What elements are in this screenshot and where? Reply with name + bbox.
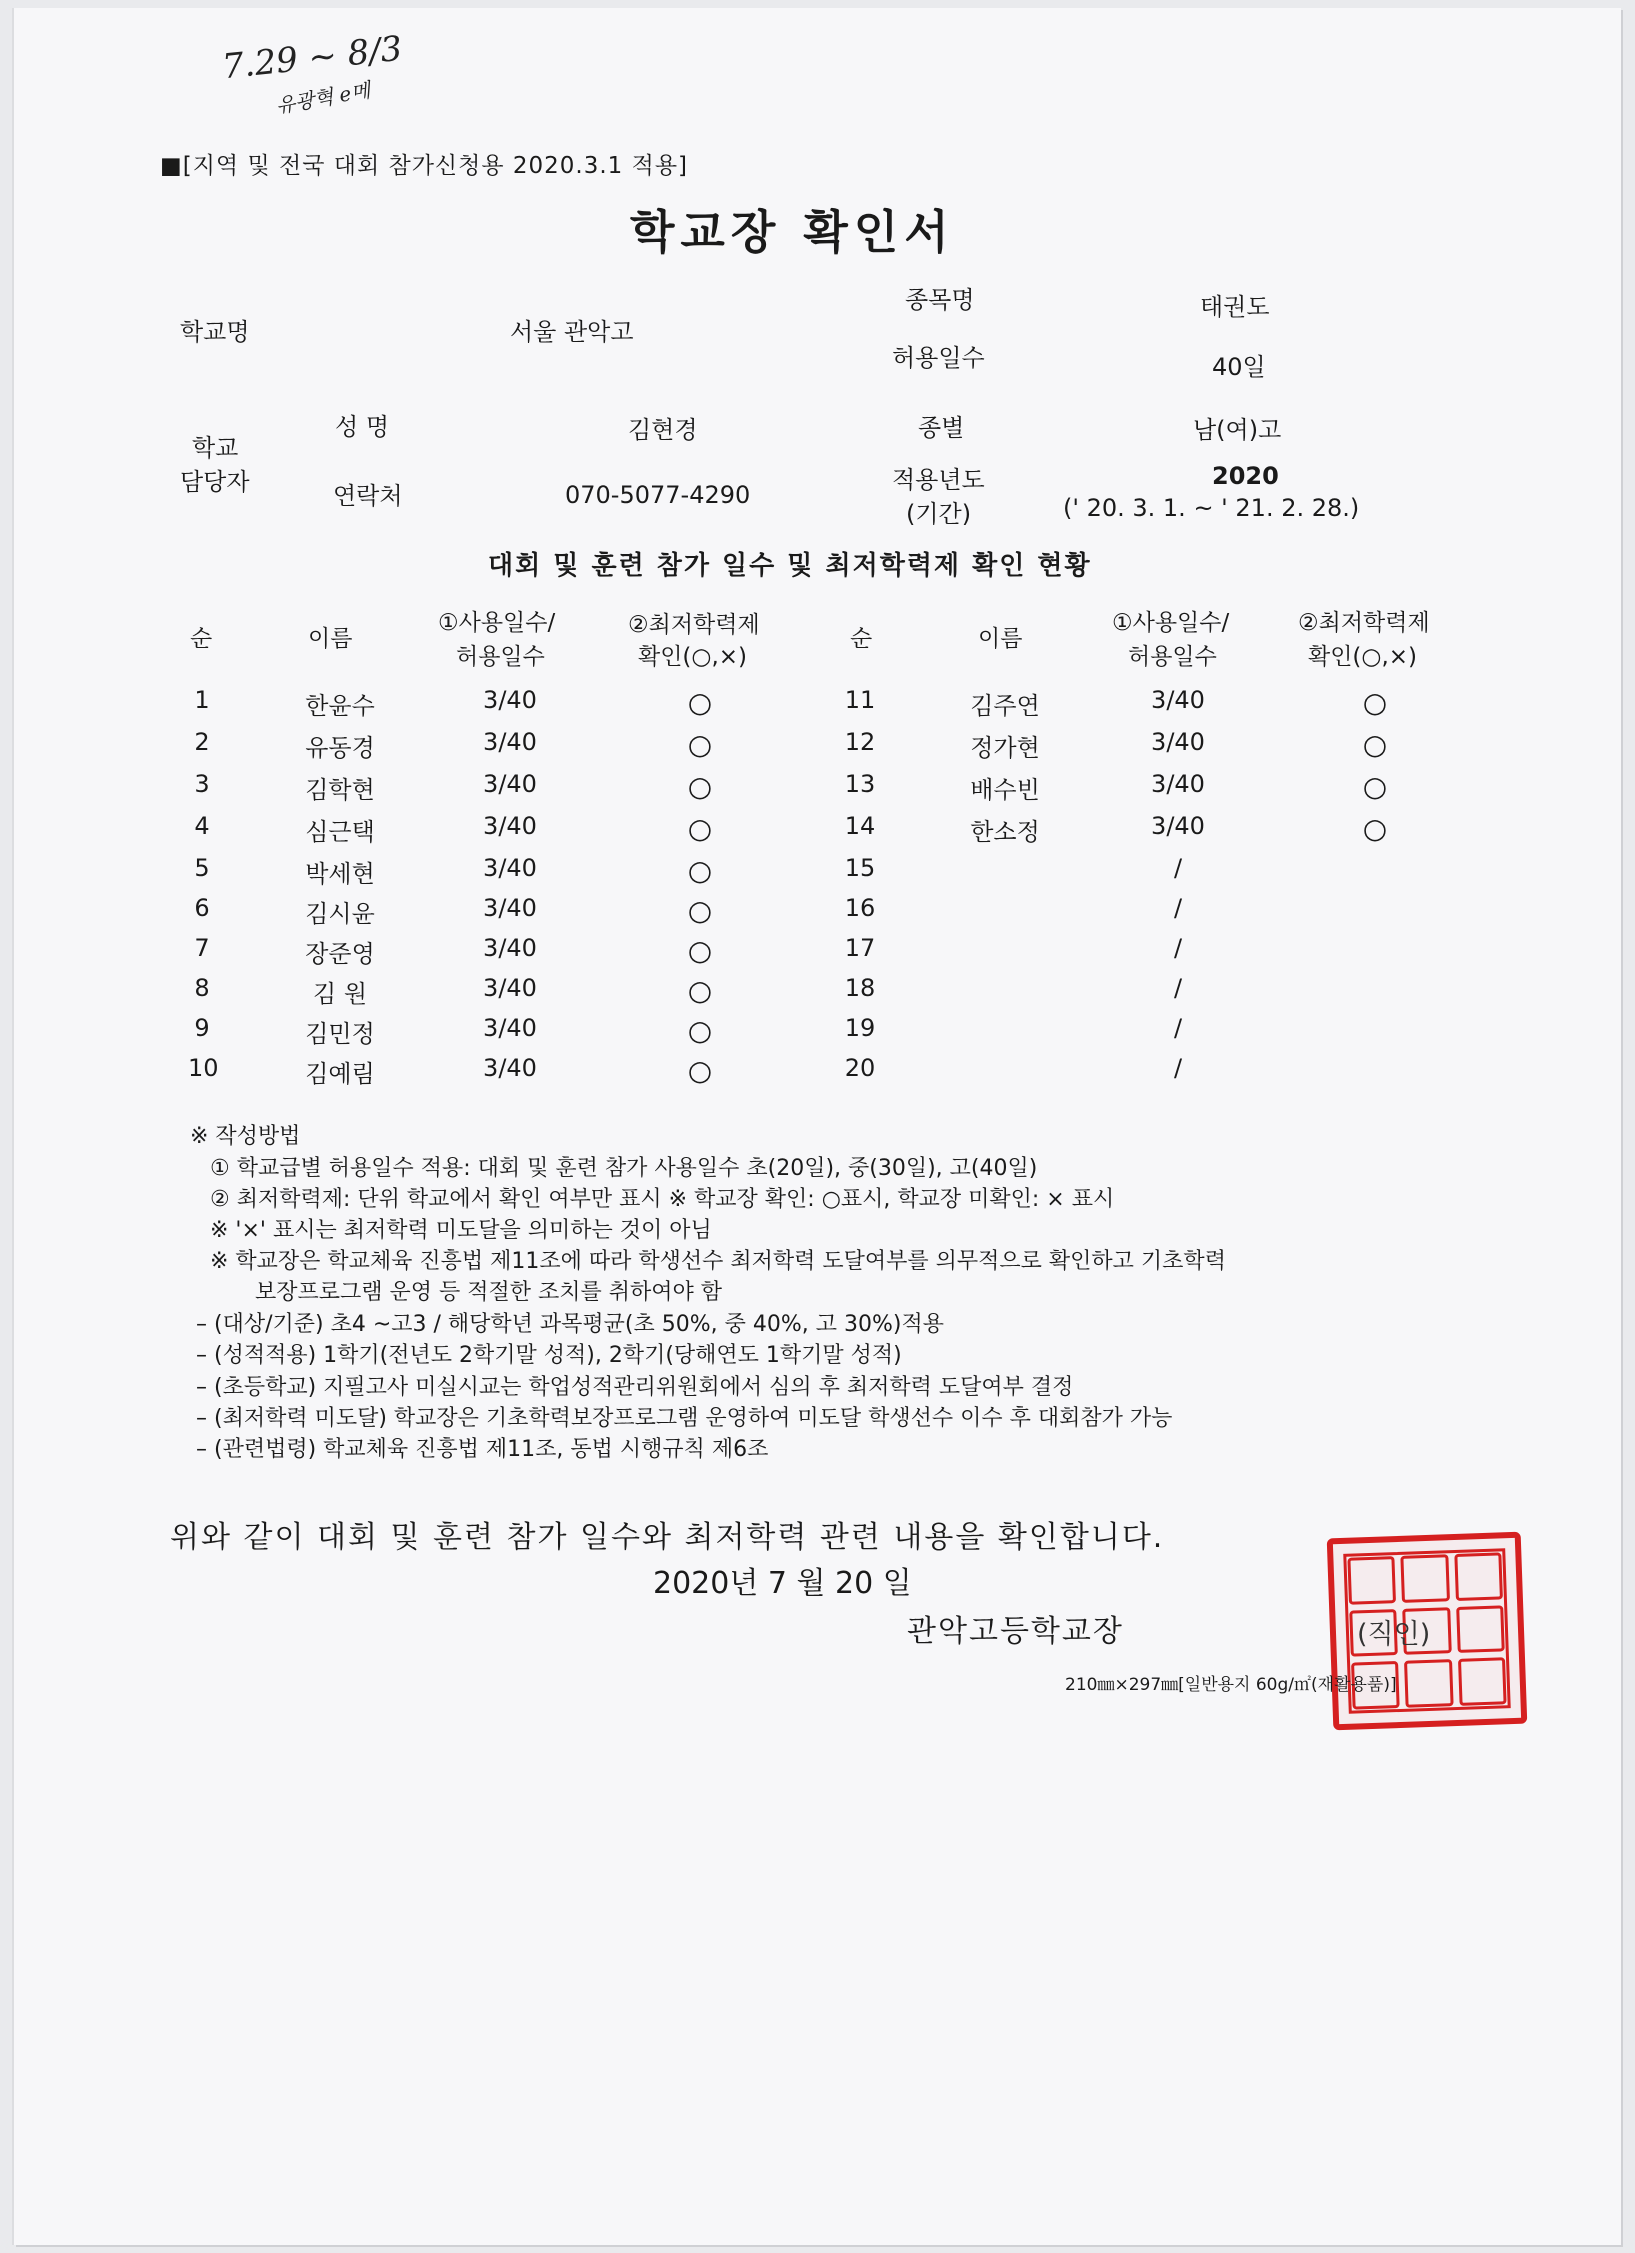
row-days: / [1173,894,1183,922]
handwritten-dates: 7.29 ~ 8/3 [220,28,405,88]
row-name: 김민정 [305,1020,375,1048]
contact-value: 070-5077-4290 [565,481,751,509]
contact-label: 연락처 [333,482,403,510]
row-no: 13 [844,770,876,798]
row-check: ○ [687,728,713,761]
row-days: / [1173,974,1183,1002]
row-no: 9 [194,1014,210,1042]
header-name-right: 이름 [978,626,1023,652]
row-no: 4 [194,812,210,840]
row-days: / [1173,1054,1183,1082]
row-days: 3/40 [1151,812,1205,840]
row-days: 3/40 [483,812,537,840]
row-check: ○ [687,686,713,719]
manager-label-line1: 학교 [192,434,239,462]
allowed-days-label: 허용일수 [892,344,985,372]
row-days: 3/40 [483,894,537,922]
row-no: 17 [844,934,876,962]
manager-label-line2: 담당자 [180,468,250,496]
row-name: 김예림 [305,1060,375,1088]
row-name: 한소정 [970,818,1040,846]
confirmation-statement: 위와 같이 대회 및 훈련 참가 일수와 최저학력 관련 내용을 확인합니다. [170,1520,1165,1555]
row-check: ○ [687,812,713,845]
row-days: / [1173,854,1183,882]
row-no: 15 [844,854,876,882]
header-check-right-line2: 확인(○,×) [1308,644,1418,670]
row-no: 16 [844,894,876,922]
row-days: 3/40 [483,686,537,714]
row-name: 정가현 [970,734,1040,762]
note-principal-duty-cont: 보장프로그램 운영 등 적절한 조치를 취하여야 함 [255,1280,723,1305]
row-name: 배수빈 [970,776,1040,804]
school-name-value: 서울 관악고 [510,318,634,346]
row-days: / [1173,934,1183,962]
header-name-left: 이름 [308,626,353,652]
document-date: 2020년 7 월 20 일 [653,1566,912,1601]
row-days: 3/40 [483,770,537,798]
row-name: 김시윤 [305,900,375,928]
row-name: 유동경 [305,734,375,762]
seal-label: (직인) [1357,1619,1431,1650]
row-no: 18 [844,974,876,1002]
row-name: 한윤수 [305,692,375,720]
sport-value: 태권도 [1200,293,1270,321]
note-target: – (대상/기준) 초4 ~고3 / 해당학년 과목평균(초 50%, 중 40%, 고 30%)적용 [196,1312,944,1337]
header-no-left: 순 [190,626,213,652]
applicable-period-value: (' 20. 3. 1. ~ ' 21. 2. 28.) [1063,494,1360,522]
row-no: 20 [844,1054,876,1082]
header-days-left-line2: 허용일수 [456,644,545,670]
header-check-right-line1: ②최저학력제 [1298,610,1430,636]
sport-label: 종목명 [905,286,975,314]
row-no: 5 [194,854,210,882]
note-allowed-days: ① 학교급별 허용일수 적용: 대회 및 훈련 참가 사용일수 초(20일), 중(30일), 고(40일) [210,1156,1038,1181]
gender-value: 남(여)고 [1193,416,1282,444]
row-check: ○ [687,894,713,927]
row-check: ○ [1362,812,1388,845]
note-not-reached: – (최저학력 미도달) 학교장은 기초학력보장프로그램 운영하여 미도달 학생선수 이수 후 대회참가 가능 [196,1406,1173,1431]
note-elementary: – (초등학교) 지필고사 미실시교는 학업성적관리위원회에서 심의 후 최저학력 도달여부 결정 [196,1375,1074,1400]
note-grade-application: – (성적적용) 1학기(전년도 2학기말 성적), 2학기(당해연도 1학기말 성적) [196,1343,902,1368]
row-days: 3/40 [483,1054,537,1082]
gender-label: 종별 [918,414,965,442]
row-name: 박세현 [305,860,375,888]
row-check: ○ [687,1054,713,1087]
row-name: 장준영 [305,940,375,968]
note-principal-duty: ※ 학교장은 학교체육 진흥법 제11조에 따라 학생선수 최저학력 도달여부를 의무적으로 확인하고 기초학력 [210,1249,1226,1274]
notes-heading: ※ 작성방법 [190,1124,301,1149]
row-days: 3/40 [483,854,537,882]
row-check: ○ [687,1014,713,1047]
row-days: 3/40 [1151,686,1205,714]
row-no: 1 [194,686,210,714]
row-name: 김주연 [970,692,1040,720]
row-no: 7 [194,934,210,962]
document-title: 학교장 확인서 [630,205,955,259]
row-days: 3/40 [483,1014,537,1042]
row-no: 3 [194,770,210,798]
row-days: 3/40 [1151,770,1205,798]
applicable-year-value: 2020 [1212,462,1279,490]
person-name-label: 성 명 [335,413,389,441]
row-name: 김학현 [305,776,375,804]
row-no: 10 [188,1054,219,1082]
row-days: 3/40 [483,728,537,756]
school-name-label: 학교명 [180,318,250,346]
header-days-left-line1: ①사용일수/ [438,610,556,636]
row-check: ○ [687,974,713,1007]
row-check: ○ [1362,770,1388,803]
row-check: ○ [687,934,713,967]
header-days-right-line1: ①사용일수/ [1112,610,1230,636]
header-check-left-line1: ②최저학력제 [628,612,760,638]
row-days: / [1173,1014,1183,1042]
person-name-value: 김현경 [628,416,698,444]
row-name: 김 원 [313,980,367,1008]
period-label-line1: 적용년도 [892,466,985,494]
paper-spec: 210㎜×297㎜[일반용지 60g/㎡(재활용품)] [1065,1675,1397,1695]
header-days-right-line2: 허용일수 [1128,644,1217,670]
row-no: 8 [194,974,210,1002]
row-check: ○ [687,770,713,803]
header-check-left-line2: 확인(○,×) [638,644,748,670]
row-no: 2 [194,728,210,756]
row-days: 3/40 [483,934,537,962]
row-no: 11 [844,686,876,714]
principal-name: 관악고등학교장 [907,1614,1124,1649]
row-check: ○ [1362,686,1388,719]
row-no: 6 [194,894,210,922]
row-no: 12 [844,728,876,756]
row-check: ○ [1362,728,1388,761]
row-days: 3/40 [483,974,537,1002]
row-check: ○ [687,854,713,887]
table-title: 대회 및 훈련 참가 일수 및 최저학력제 확인 현황 [488,551,1092,581]
handwritten-signature: 유광혁 e메 [273,77,373,119]
row-days: 3/40 [1151,728,1205,756]
period-label-line2: (기간) [906,500,972,528]
allowed-days-value: 40일 [1212,353,1266,381]
form-usage-note: ■[지역 및 전국 대회 참가신청용 2020.3.1 적용] [160,153,689,179]
note-min-academic: ② 최저학력제: 단위 학교에서 확인 여부만 표시 ※ 학교장 확인: ○표시, 학교장 미확인: × 표시 [210,1187,1115,1212]
note-x-meaning: ※ '×' 표시는 최저학력 미도달을 의미하는 것이 아님 [210,1218,712,1243]
row-name: 심근택 [305,818,375,846]
header-no-right: 순 [850,626,873,652]
row-no: 14 [844,812,876,840]
row-no: 19 [844,1014,876,1042]
note-related-law: – (관련법령) 학교체육 진흥법 제11조, 동법 시행규칙 제6조 [196,1437,769,1462]
